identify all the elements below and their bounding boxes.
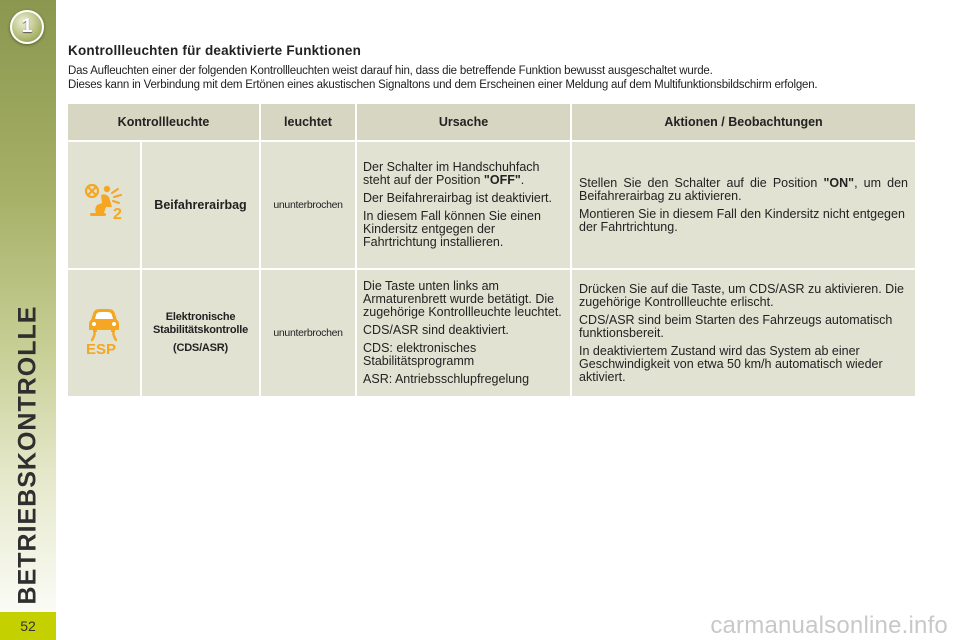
header-indicator: Kontrollleuchte <box>68 104 259 142</box>
indicator-name-line: (CDS/ASR) <box>172 342 229 354</box>
cause-paragraph: In diesem Fall können Sie einen Kindersitz entgegen der Fahrtrichtung installieren. <box>363 209 541 249</box>
svg-text:ESP: ESP <box>86 340 117 356</box>
action-paragraph: In deaktiviertem Zustand wird das System ab einer Geschwindigkeit von etwa 50 km/h automatisch wieder aktiviert. <box>579 343 883 384</box>
indicator-table <box>66 104 917 398</box>
intro-text <box>68 64 948 92</box>
action-cell <box>572 142 915 270</box>
indicator-name <box>142 142 259 270</box>
cause-paragraph: Der Beifahrerairbag ist deaktiviert. <box>363 191 552 205</box>
cause-cell <box>357 270 570 398</box>
cause-paragraph: CDS/ASR sind deaktiviert. <box>363 323 509 337</box>
action-cell <box>572 270 915 398</box>
header-actions: Aktionen / Beobachtungen <box>572 104 915 142</box>
icon-cell <box>68 142 140 270</box>
indicator-name-text: Beifahrerairbag <box>154 198 247 212</box>
header-cause: Ursache <box>357 104 570 142</box>
action-paragraph: Stellen Sie den Schalter auf die Position "ON", um den Beifahrerairbag zu aktivieren. <box>579 175 909 203</box>
header-lit: leuchtet <box>261 104 355 142</box>
icon-cell <box>68 270 140 398</box>
indicator-name-line: Elektronische <box>165 311 236 323</box>
esp-off-icon <box>84 306 124 361</box>
chapter-number: 1 <box>21 16 33 37</box>
cause-paragraph: Die Taste unten links am Armaturenbrett wurde betätigt. Die zugehörige Kontrollleuchte leuchtet. <box>363 279 562 319</box>
airbag-passenger-off-icon <box>82 183 126 228</box>
table-row <box>68 142 915 270</box>
action-paragraph: CDS/ASR sind beim Starten des Fahrzeugs automatisch funktionsbereit. <box>579 312 893 340</box>
intro-line-2: Dieses kann in Verbindung mit dem Ertönen eines akustischen Signaltons und dem Erscheinen einer Meldung auf dem Multifunktionsbildschirm erfolgen. <box>68 79 818 91</box>
chapter-badge <box>10 10 44 44</box>
svg-text:2: 2 <box>113 205 122 223</box>
indicator-name-line: Stabilitätskontrolle <box>152 324 249 336</box>
page-number: 52 <box>0 612 56 640</box>
cause-cell <box>357 142 570 270</box>
lit-cell: ununterbrochen <box>261 142 355 270</box>
table-row <box>68 270 915 398</box>
lit-cell: ununterbrochen <box>261 270 355 398</box>
page-title: Kontrollleuchten für deaktivierte Funktionen <box>68 43 362 58</box>
indicator-name <box>142 270 259 398</box>
cause-paragraph: ASR: Antriebsschlupfregelung <box>363 372 530 386</box>
intro-line-1: Das Aufleuchten einer der folgenden Kontrollleuchten weist darauf hin, dass die betreffende Funktion bewusst ausgeschaltet wurde. <box>68 65 713 77</box>
action-paragraph: Montieren Sie in diesem Fall den Kindersitz nicht entgegen der Fahrtrichtung. <box>579 206 905 234</box>
section-title: BETRIEBSKONTROLLE <box>13 305 42 605</box>
cause-paragraph: CDS: elektronisches Stabilitätsprogramm <box>363 341 477 368</box>
cause-paragraph: Der Schalter im Handschuhfach steht auf der Position "OFF". <box>363 160 540 187</box>
watermark-text: carmanualsonline.info <box>710 612 948 639</box>
chapter-sidebar <box>0 0 56 640</box>
table-header-row <box>68 104 915 142</box>
action-paragraph: Drücken Sie auf die Taste, um CDS/ASR zu aktivieren. Die zugehörige Kontrollleuchte erlischt. <box>579 281 904 309</box>
